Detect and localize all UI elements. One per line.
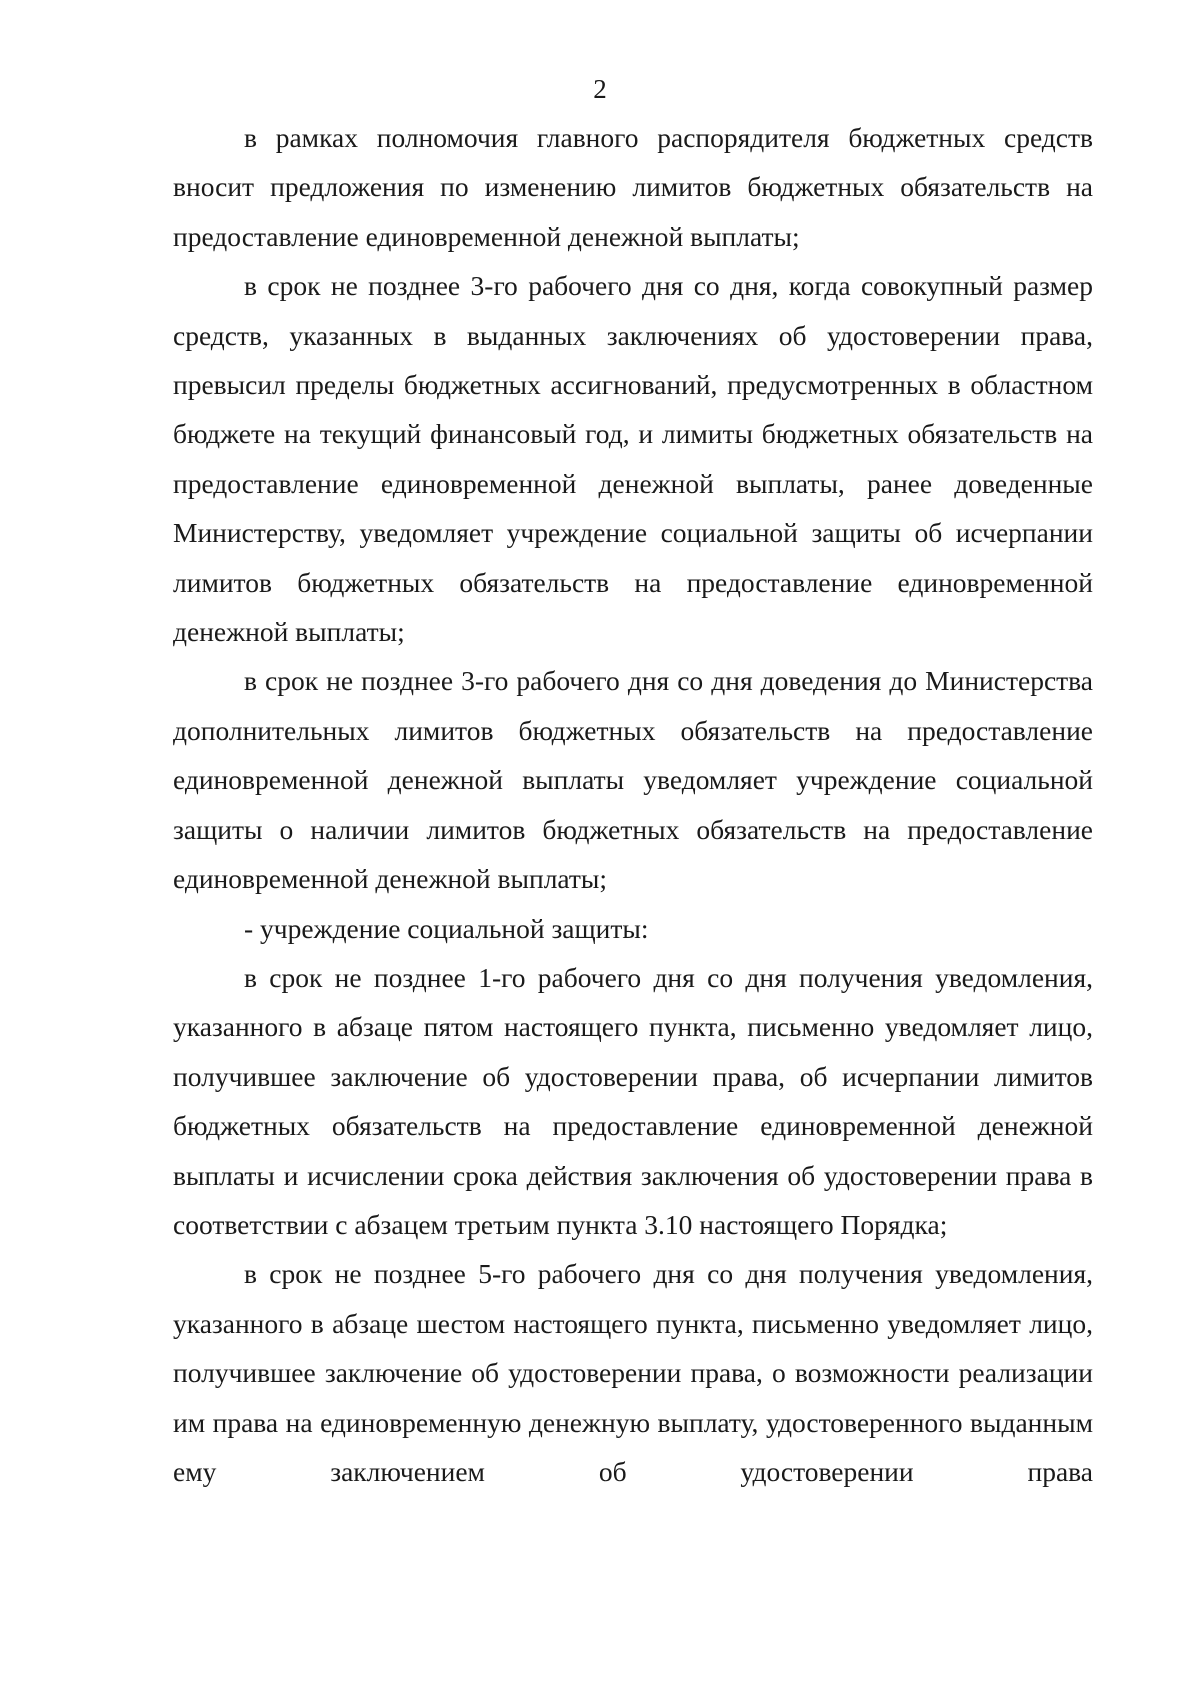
page-number: 2 bbox=[593, 74, 607, 104]
paragraph: - учреждение социальной защиты: bbox=[244, 912, 649, 944]
paragraph: в срок не позднее 3-го рабочего дня со дня, когда совокупный размер средств, указанных в выданных заключениях об удостоверении права, превысил пределы бюджетных ассигнований, предусмотренных в областном бюджете на текущий финансовый год, и лимиты бюджетных обязательств на предоставление единовременной денежной выплаты, ранее доведенные Министерству, уведомляет учреждение социальной защиты об исчерпании лимитов бюджетных обязательств на предоставление единовременной денежной выплаты; bbox=[173, 270, 1093, 648]
paragraph: в срок не позднее 1-го рабочего дня со дня получения уведомления, указанного в абзаце пятом настоящего пункта, письменно уведомляет лицо, получившее заключение об удостоверении права, об исчерпании лимитов бюджетных обязательств на предоставление единовременной денежной выплаты и исчислении срока действия заключения об удостоверении права в соответствии с абзацем третьим пункта 3.10 настоящего Порядка; bbox=[173, 961, 1093, 1240]
document-body bbox=[173, 113, 1093, 1496]
paragraph: в срок не позднее 5-го рабочего дня со дня получения уведомления, указанного в абзаце шестом настоящего пункта, письменно уведомляет лицо, получившее заключение об удостоверении права, о возможности реализации им права на единовременную денежную выплату, удостоверенного выданным ему заключением об удостоверении права bbox=[173, 1258, 1093, 1487]
paragraph: в рамках полномочия главного распорядителя бюджетных средств вносит предложения по изменению лимитов бюджетных обязательств на предоставление единовременной денежной выплаты; bbox=[173, 122, 1093, 252]
paragraph: в срок не позднее 3-го рабочего дня со дня доведения до Министерства дополнительных лимитов бюджетных обязательств на предоставление единовременной денежной выплаты уведомляет учреждение социальной защиты о наличии лимитов бюджетных обязательств на предоставление единовременной денежной выплаты; bbox=[173, 665, 1093, 895]
